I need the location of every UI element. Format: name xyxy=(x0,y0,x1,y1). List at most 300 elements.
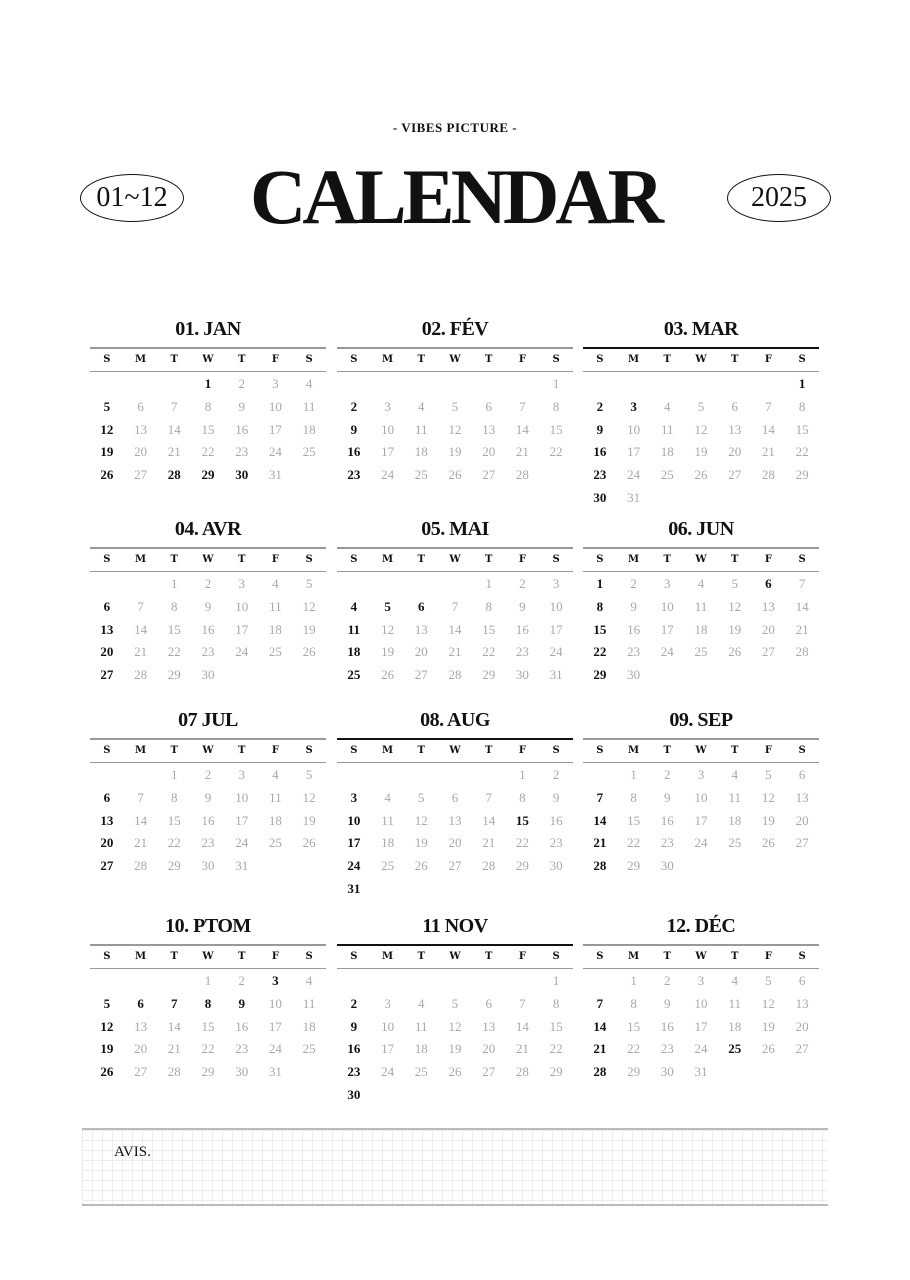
day-cell: 11 xyxy=(415,421,428,437)
month-title: 07 JUL xyxy=(178,709,238,731)
day-cell: 19 xyxy=(761,1018,775,1034)
weekday-header xyxy=(583,347,819,372)
day-cell: 3 xyxy=(350,789,358,805)
day-cell: 23 xyxy=(660,1041,674,1057)
empty-day-cell xyxy=(337,573,371,596)
day-cell: 3 xyxy=(664,576,671,591)
empty-day-cell xyxy=(583,970,617,993)
day-cell: 13 xyxy=(795,995,809,1011)
day-cell: 7 xyxy=(137,598,144,614)
day-cell: 28 xyxy=(515,467,529,483)
day-cell: 5 xyxy=(451,995,459,1011)
weekday-header xyxy=(583,944,819,969)
weekday-label: T xyxy=(484,554,493,565)
day-cell: 4 xyxy=(305,973,313,988)
weekday-label: S xyxy=(103,554,111,565)
day-cell: 14 xyxy=(167,1018,181,1034)
weekday-label: F xyxy=(764,745,772,756)
day-cell: 6 xyxy=(103,789,111,805)
day-cell: 22 xyxy=(201,1041,215,1057)
day-cell: 26 xyxy=(761,1041,775,1057)
empty-day-cell xyxy=(337,373,371,396)
day-cell: 7 xyxy=(765,398,772,414)
empty-day-cell xyxy=(752,373,786,396)
day-cell: 26 xyxy=(381,667,395,683)
day-cell: 29 xyxy=(167,858,181,874)
day-cell: 9 xyxy=(664,789,671,805)
day-cell: 20 xyxy=(100,835,114,851)
day-cell: 12 xyxy=(100,1018,114,1034)
day-cell: 8 xyxy=(552,398,560,414)
day-cell: 18 xyxy=(268,812,282,828)
day-cell: 19 xyxy=(100,444,114,460)
empty-day-cell xyxy=(124,373,158,396)
weekday-label: T xyxy=(237,354,246,365)
empty-day-cell xyxy=(438,970,472,993)
days-grid xyxy=(337,373,573,487)
day-cell: 19 xyxy=(761,812,775,828)
weekday-label: W xyxy=(202,354,214,365)
day-cell: 17 xyxy=(235,812,249,828)
empty-day-cell xyxy=(472,764,506,787)
day-cell: 31 xyxy=(347,880,361,896)
month-block-oct xyxy=(90,912,326,1084)
day-cell: 2 xyxy=(204,576,212,591)
day-cell: 8 xyxy=(171,598,178,614)
day-cell: 21 xyxy=(515,444,529,460)
day-cell: 29 xyxy=(549,1064,563,1080)
weekday-label: S xyxy=(305,951,313,962)
day-cell: 18 xyxy=(728,1018,742,1034)
day-cell: 7 xyxy=(137,789,144,805)
day-cell: 16 xyxy=(593,444,607,460)
empty-day-cell xyxy=(438,764,472,787)
day-cell: 29 xyxy=(201,1064,215,1080)
empty-day-cell xyxy=(583,764,617,787)
weekday-label: M xyxy=(135,354,147,365)
day-cell: 5 xyxy=(384,598,391,614)
day-cell: 31 xyxy=(268,1064,282,1080)
weekday-label: S xyxy=(305,354,313,365)
day-cell: 2 xyxy=(350,995,358,1011)
day-cell: 1 xyxy=(798,376,806,391)
day-cell: 7 xyxy=(596,789,604,805)
day-cell: 17 xyxy=(549,621,563,637)
day-cell: 20 xyxy=(134,444,148,460)
day-cell: 22 xyxy=(167,835,181,851)
day-cell: 28 xyxy=(134,858,148,874)
empty-day-cell xyxy=(650,373,684,396)
weekday-label: S xyxy=(103,354,111,365)
day-cell: 21 xyxy=(593,1041,607,1057)
weekday-label: M xyxy=(628,554,640,565)
day-cell: 1 xyxy=(204,973,212,988)
day-cell: 14 xyxy=(134,812,148,828)
day-cell: 22 xyxy=(795,444,809,460)
weekday-label: M xyxy=(382,354,394,365)
weekday-label: W xyxy=(202,951,214,962)
weekday-label: T xyxy=(417,554,425,565)
weekday-label: T xyxy=(730,354,739,365)
day-cell: 4 xyxy=(272,576,279,591)
day-cell: 4 xyxy=(305,376,313,391)
day-cell: 23 xyxy=(660,835,674,851)
day-cell: 6 xyxy=(765,576,772,591)
day-cell: 23 xyxy=(235,444,249,460)
days-grid xyxy=(583,970,819,1084)
weekday-label: M xyxy=(135,951,147,962)
day-cell: 14 xyxy=(795,598,809,614)
day-cell: 13 xyxy=(728,421,742,437)
day-cell: 31 xyxy=(549,667,563,683)
day-cell: 6 xyxy=(103,598,111,614)
day-cell: 17 xyxy=(381,1041,395,1057)
day-cell: 14 xyxy=(515,421,529,437)
day-cell: 22 xyxy=(482,644,496,660)
day-cell: 19 xyxy=(302,621,316,637)
day-cell: 5 xyxy=(765,767,772,782)
day-cell: 29 xyxy=(515,858,529,874)
day-cell: 1 xyxy=(630,973,637,988)
day-cell: 27 xyxy=(728,467,742,483)
day-cell: 30 xyxy=(201,858,215,874)
weekday-label: F xyxy=(271,354,279,365)
day-cell: 13 xyxy=(414,621,428,637)
day-cell: 5 xyxy=(103,995,111,1011)
day-cell: 6 xyxy=(798,973,806,988)
day-cell: 9 xyxy=(630,598,637,614)
day-cell: 5 xyxy=(305,576,313,591)
day-cell: 11 xyxy=(661,421,674,437)
day-cell: 26 xyxy=(100,467,114,483)
weekday-label: M xyxy=(628,745,640,756)
empty-day-cell xyxy=(617,373,651,396)
day-cell: 1 xyxy=(519,767,526,782)
day-cell: 3 xyxy=(238,767,245,782)
day-cell: 15 xyxy=(549,1018,563,1034)
day-cell: 30 xyxy=(235,1064,249,1080)
month-block-jul xyxy=(90,706,326,878)
day-cell: 29 xyxy=(167,667,181,683)
day-cell: 12 xyxy=(761,995,775,1011)
day-cell: 14 xyxy=(761,421,775,437)
day-cell: 25 xyxy=(268,644,282,660)
month-title: 01. JAN xyxy=(175,318,241,340)
day-cell: 13 xyxy=(795,789,809,805)
day-cell: 16 xyxy=(201,812,215,828)
day-cell: 21 xyxy=(593,835,607,851)
day-cell: 15 xyxy=(593,621,607,637)
weekday-header xyxy=(583,738,819,763)
day-cell: 2 xyxy=(238,973,245,988)
day-cell: 3 xyxy=(697,973,705,988)
day-cell: 28 xyxy=(593,858,607,874)
day-cell: 24 xyxy=(381,1064,395,1080)
day-cell: 8 xyxy=(798,398,806,414)
day-cell: 4 xyxy=(384,789,391,805)
day-cell: 13 xyxy=(134,421,148,437)
day-cell: 18 xyxy=(347,644,361,660)
day-cell: 8 xyxy=(630,789,637,805)
month-block-aug xyxy=(337,706,573,901)
empty-day-cell xyxy=(472,970,506,993)
day-cell: 27 xyxy=(482,1064,496,1080)
day-cell: 5 xyxy=(697,398,705,414)
day-cell: 27 xyxy=(795,835,809,851)
day-cell: 24 xyxy=(381,467,395,483)
weekday-label: W xyxy=(695,554,707,565)
day-cell: 28 xyxy=(167,1064,181,1080)
weekday-label: T xyxy=(663,354,671,365)
weekday-label: M xyxy=(628,354,640,365)
weekday-label: S xyxy=(798,554,806,565)
day-cell: 26 xyxy=(414,858,428,874)
weekday-label: S xyxy=(798,951,806,962)
day-cell: 15 xyxy=(201,421,215,437)
empty-day-cell xyxy=(506,970,540,993)
day-cell: 15 xyxy=(627,812,641,828)
day-cell: 24 xyxy=(694,1041,708,1057)
day-cell: 17 xyxy=(268,1018,282,1034)
day-cell: 9 xyxy=(350,1018,358,1034)
day-cell: 15 xyxy=(482,621,496,637)
day-cell: 9 xyxy=(204,789,212,805)
day-cell: 11 xyxy=(694,598,708,614)
day-cell: 31 xyxy=(268,467,282,483)
day-cell: 29 xyxy=(482,667,496,683)
empty-day-cell xyxy=(124,573,158,596)
day-cell: 20 xyxy=(482,444,496,460)
day-cell: 12 xyxy=(100,421,114,437)
day-cell: 10 xyxy=(235,598,249,614)
weekday-label: S xyxy=(596,354,604,365)
days-grid xyxy=(90,573,326,687)
day-cell: 9 xyxy=(552,789,560,805)
day-cell: 19 xyxy=(448,444,462,460)
day-cell: 19 xyxy=(302,812,316,828)
day-cell: 31 xyxy=(627,489,641,505)
days-grid xyxy=(583,573,819,687)
day-cell: 30 xyxy=(660,1064,674,1080)
day-cell: 20 xyxy=(482,1041,496,1057)
day-cell: 10 xyxy=(694,789,708,805)
day-cell: 17 xyxy=(660,621,674,637)
weekday-label: M xyxy=(628,951,640,962)
day-cell: 4 xyxy=(272,767,279,782)
day-cell: 12 xyxy=(448,421,462,437)
day-cell: 6 xyxy=(485,995,492,1011)
days-grid xyxy=(90,970,326,1084)
weekday-label: T xyxy=(730,951,739,962)
day-cell: 13 xyxy=(482,1018,496,1034)
day-cell: 3 xyxy=(272,376,279,391)
day-cell: 16 xyxy=(549,812,563,828)
day-cell: 21 xyxy=(761,444,775,460)
weekday-label: M xyxy=(382,554,394,565)
day-cell: 14 xyxy=(515,1018,529,1034)
day-cell: 18 xyxy=(302,1018,316,1034)
weekday-header xyxy=(337,547,573,572)
day-cell: 23 xyxy=(235,1041,249,1057)
day-cell: 2 xyxy=(350,398,358,414)
weekday-label: S xyxy=(596,951,604,962)
day-cell: 15 xyxy=(795,421,809,437)
empty-day-cell xyxy=(371,573,405,596)
day-cell: 17 xyxy=(268,421,282,437)
day-cell: 13 xyxy=(448,812,462,828)
day-cell: 14 xyxy=(593,812,607,828)
day-cell: 6 xyxy=(137,398,144,414)
day-cell: 25 xyxy=(268,835,282,851)
days-grid xyxy=(337,573,573,687)
weekday-header xyxy=(90,738,326,763)
weekday-label: S xyxy=(350,354,358,365)
day-cell: 24 xyxy=(347,858,361,874)
day-cell: 12 xyxy=(302,598,316,614)
day-cell: 15 xyxy=(515,812,529,828)
day-cell: 24 xyxy=(235,835,249,851)
day-cell: 12 xyxy=(381,621,395,637)
day-cell: 1 xyxy=(630,767,637,782)
day-cell: 12 xyxy=(414,812,428,828)
day-cell: 2 xyxy=(664,973,671,988)
day-cell: 24 xyxy=(660,644,674,660)
day-cell: 1 xyxy=(485,576,492,591)
day-cell: 6 xyxy=(418,598,425,614)
day-cell: 12 xyxy=(448,1018,462,1034)
day-cell: 8 xyxy=(171,789,178,805)
day-cell: 10 xyxy=(381,1018,395,1034)
day-cell: 15 xyxy=(201,1018,215,1034)
day-cell: 11 xyxy=(728,995,741,1011)
day-cell: 7 xyxy=(519,995,526,1011)
day-cell: 27 xyxy=(482,467,496,483)
day-cell: 10 xyxy=(268,995,282,1011)
day-cell: 23 xyxy=(347,1064,361,1080)
days-grid xyxy=(583,373,819,510)
month-block-sep xyxy=(583,706,819,878)
empty-day-cell xyxy=(583,373,617,396)
day-cell: 20 xyxy=(448,835,462,851)
day-cell: 30 xyxy=(660,858,674,874)
weekday-label: F xyxy=(271,951,279,962)
day-cell: 22 xyxy=(549,444,563,460)
day-cell: 14 xyxy=(167,421,181,437)
day-cell: 11 xyxy=(302,398,316,414)
day-cell: 11 xyxy=(347,621,360,637)
day-cell: 5 xyxy=(731,576,738,591)
empty-day-cell xyxy=(337,970,371,993)
day-cell: 31 xyxy=(694,1064,708,1080)
day-cell: 15 xyxy=(549,421,563,437)
weekday-header xyxy=(337,347,573,372)
weekday-label: S xyxy=(350,745,358,756)
day-cell: 2 xyxy=(630,576,637,591)
weekday-label: T xyxy=(170,354,178,365)
weekday-label: T xyxy=(663,951,671,962)
day-cell: 9 xyxy=(350,421,358,437)
day-cell: 8 xyxy=(204,995,212,1011)
weekday-label: T xyxy=(237,951,246,962)
day-cell: 7 xyxy=(171,398,178,414)
day-cell: 29 xyxy=(795,467,809,483)
weekday-label: S xyxy=(103,951,111,962)
weekday-label: W xyxy=(449,354,461,365)
day-cell: 26 xyxy=(761,835,775,851)
day-cell: 11 xyxy=(415,1018,428,1034)
day-cell: 21 xyxy=(167,1041,181,1057)
weekday-label: W xyxy=(695,951,707,962)
day-cell: 14 xyxy=(482,812,496,828)
day-cell: 18 xyxy=(381,835,395,851)
weekday-label: T xyxy=(730,554,739,565)
day-cell: 23 xyxy=(593,467,607,483)
empty-day-cell xyxy=(404,970,438,993)
day-cell: 2 xyxy=(238,376,245,391)
day-cell: 30 xyxy=(515,667,529,683)
day-cell: 18 xyxy=(414,444,428,460)
day-cell: 22 xyxy=(627,835,641,851)
weekday-label: T xyxy=(484,951,493,962)
day-cell: 11 xyxy=(381,812,394,828)
days-grid xyxy=(90,764,326,878)
day-cell: 6 xyxy=(731,398,738,414)
weekday-label: W xyxy=(202,554,214,565)
month-title: 03. MAR xyxy=(663,318,739,340)
day-cell: 26 xyxy=(302,644,316,660)
day-cell: 15 xyxy=(167,621,181,637)
weekday-label: T xyxy=(170,745,178,756)
weekday-label: S xyxy=(798,745,806,756)
day-cell: 8 xyxy=(204,398,212,414)
weekday-header xyxy=(90,547,326,572)
day-cell: 29 xyxy=(627,1064,641,1080)
day-cell: 16 xyxy=(347,444,361,460)
day-cell: 18 xyxy=(728,812,742,828)
day-cell: 20 xyxy=(795,1018,809,1034)
weekday-label: F xyxy=(518,354,526,365)
day-cell: 1 xyxy=(552,376,560,391)
day-cell: 25 xyxy=(414,1064,428,1080)
day-cell: 16 xyxy=(515,621,529,637)
day-cell: 17 xyxy=(347,835,361,851)
day-cell: 16 xyxy=(201,621,215,637)
weekday-label: S xyxy=(552,745,560,756)
day-cell: 6 xyxy=(451,789,459,805)
notes-area[interactable] xyxy=(82,1128,828,1206)
day-cell: 20 xyxy=(134,1041,148,1057)
day-cell: 8 xyxy=(552,995,560,1011)
day-cell: 22 xyxy=(167,644,181,660)
day-cell: 29 xyxy=(593,667,607,683)
day-cell: 6 xyxy=(137,995,144,1011)
day-cell: 20 xyxy=(761,621,775,637)
day-cell: 26 xyxy=(302,835,316,851)
weekday-label: F xyxy=(764,951,772,962)
day-cell: 25 xyxy=(381,858,395,874)
weekday-label: F xyxy=(518,554,526,565)
day-cell: 29 xyxy=(627,858,641,874)
day-cell: 5 xyxy=(305,767,313,782)
day-cell: 29 xyxy=(201,467,215,483)
day-cell: 16 xyxy=(627,621,641,637)
day-cell: 17 xyxy=(694,1018,708,1034)
empty-day-cell xyxy=(404,573,438,596)
notes-label: AVIS. xyxy=(114,1144,151,1160)
empty-day-cell xyxy=(124,970,158,993)
day-cell: 23 xyxy=(627,644,641,660)
day-cell: 9 xyxy=(238,398,245,414)
